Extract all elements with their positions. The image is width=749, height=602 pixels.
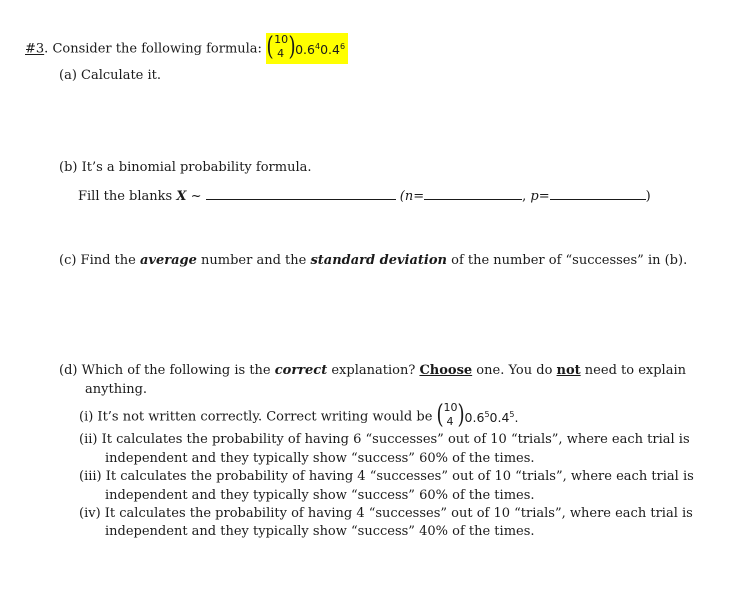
option-iii-line2: independent and they typically show “success” 60% of the times. [105,488,535,503]
question-header: #3. Consider the following formula: ( 10 4 ) $0.6^40.4^6$ [25,33,348,64]
binomial-coefficient: ( 10 4 ) [266,32,296,62]
part-c: (c) Find the average number and the standard deviation of the number of “successes” in (b). [59,253,688,268]
p-blank[interactable] [550,187,646,200]
part-a: (a) Calculate it. [59,68,162,83]
random-variable: X [176,189,187,204]
part-d-line1: (d) Which of the following is the correct explanation? Choose one. You do not need to explain [59,363,686,378]
average-term: average [139,253,197,268]
part-b-line1: (b) It’s a binomial probability formula. [59,160,312,175]
distribution-blank[interactable] [206,187,396,200]
correct-term: correct [274,363,328,378]
formula-expression: $0.6^40.4^6$ [295,41,346,57]
question-number: #3 [25,41,45,57]
option-iii-line1: (iii) It calculates the probability of having 4 “successes” out of 10 “trials”, where each trial is [79,469,694,484]
not-term: not [556,363,581,378]
option-ii-line1: (ii) It calculates the probability of having 6 “successes” out of 10 “trials”, where each trial is [79,432,690,447]
sd-term: standard deviation [310,253,447,268]
highlighted-formula [266,33,348,64]
part-b-fill-line: Fill the blanks X ~ (n= , p= ) [78,189,651,204]
choose-term: Choose [419,363,473,378]
option-i: (i) It’s not written correctly. Correct writing would be ( 10 4 ) $0.6^50.4^5$. [79,400,519,430]
option-iv-line1: (iv) It calculates the probability of having 4 “successes” out of 10 “trials”, where each trial is [79,506,693,521]
n-blank[interactable] [424,187,522,200]
part-d-line2: anything. [85,382,148,397]
option-iv-line2: independent and they typically show “success” 40% of the times. [105,524,535,539]
option-i-binomial: ( 10 4 ) [436,400,466,430]
option-ii-line2: independent and they typically show “success” 60% of the times. [105,451,535,466]
question-prompt: Consider the following formula: [52,41,262,57]
